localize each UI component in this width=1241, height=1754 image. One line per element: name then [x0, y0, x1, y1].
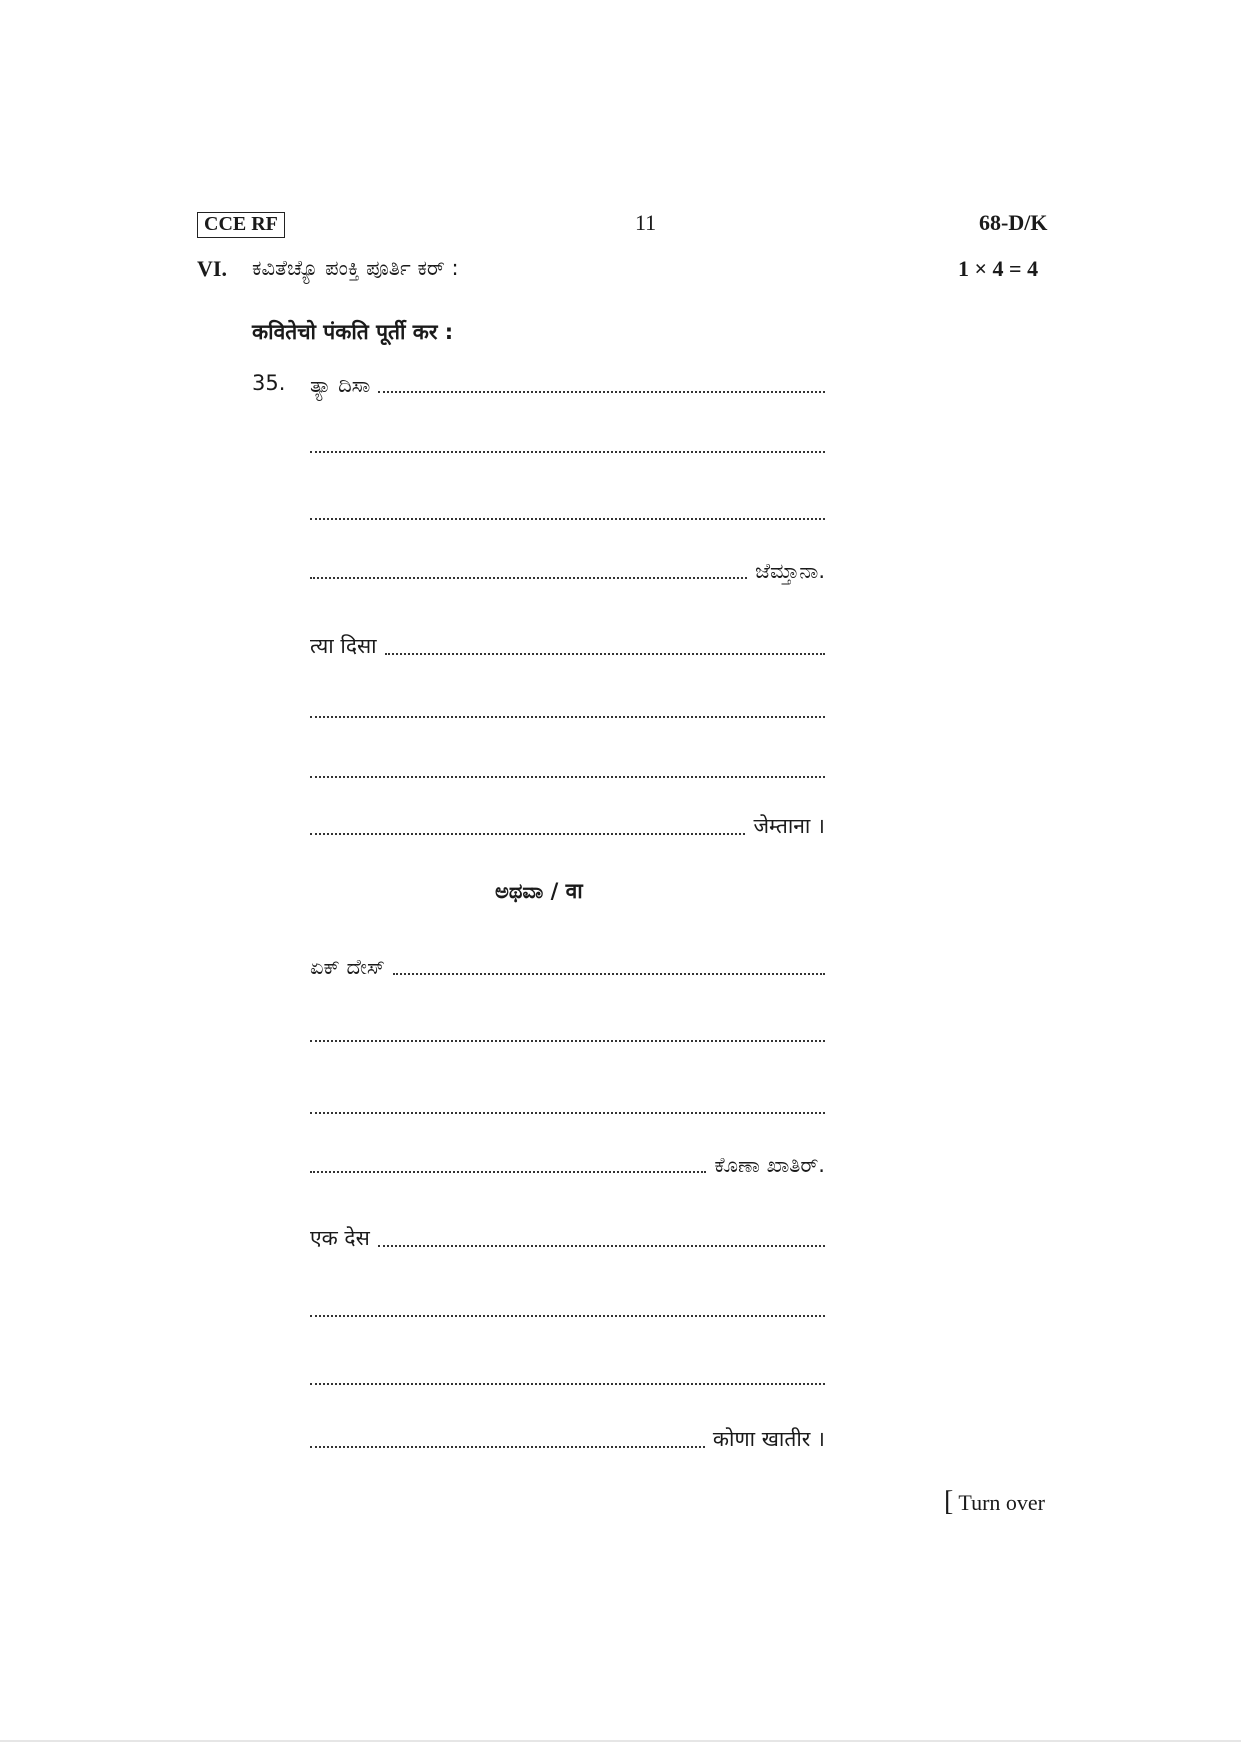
- turn-over-text: Turn over: [958, 1490, 1046, 1515]
- turn-over: [944, 1486, 1045, 1518]
- page-bottom-edge: [0, 1740, 1241, 1742]
- answer-line[interactable]: [310, 554, 825, 584]
- page-number: 11: [635, 210, 657, 235]
- dotted-line: [378, 1244, 825, 1247]
- line-suffix: ಜೆಮ್ತಾನಾ.: [755, 559, 825, 583]
- answer-line[interactable]: [310, 1423, 825, 1453]
- line-suffix: ಕೊಣಾ ಖಾತಿರ್.: [714, 1153, 825, 1177]
- answer-line[interactable]: [310, 1017, 825, 1047]
- answer-line[interactable]: [310, 368, 825, 398]
- dotted-line: [310, 1314, 825, 1317]
- line-prefix: ಏಕ್ ದೇಸ್: [310, 955, 385, 979]
- answer-line[interactable]: [310, 495, 825, 525]
- section-title-kannada: ಕವಿತೆಚ್ಯೊ ಪಂಕ್ತಿ ಪೂರ್ತಿ ಕರ್ :: [252, 256, 459, 280]
- answer-line[interactable]: [310, 693, 825, 723]
- line-suffix: कोणा खातीर ।: [712, 1427, 825, 1451]
- line-prefix: ತ್ಯಾ ದಿಸಾ: [310, 373, 371, 397]
- line-prefix: एक देस: [310, 1226, 370, 1250]
- dotted-line: [378, 390, 825, 393]
- line-prefix: त्या दिसा: [310, 634, 377, 658]
- dotted-line: [310, 1445, 705, 1448]
- answer-line[interactable]: [310, 630, 825, 660]
- paper-code: 68-D/K: [979, 210, 1048, 235]
- turn-over-bracket: [: [944, 1486, 954, 1517]
- dotted-line: [310, 576, 747, 579]
- dotted-line: [393, 972, 825, 975]
- dotted-line: [310, 775, 825, 778]
- dotted-line: [385, 652, 825, 655]
- dotted-line: [310, 1382, 825, 1385]
- answer-line[interactable]: [310, 1292, 825, 1322]
- section-title-devanagari: कवितेचो पंकति पूर्ती कर :: [252, 320, 454, 344]
- answer-line[interactable]: [310, 1222, 825, 1252]
- section-marks: 1 × 4 = 4: [958, 256, 1039, 281]
- dotted-line: [310, 832, 745, 835]
- section-number: VI.: [197, 256, 227, 281]
- exam-code-box: CCE RF: [197, 212, 285, 238]
- dotted-line: [310, 715, 825, 718]
- line-suffix: जेम्ताना ।: [753, 814, 825, 838]
- dotted-line: [310, 1111, 825, 1114]
- answer-line[interactable]: [310, 950, 825, 980]
- answer-line[interactable]: [310, 1148, 825, 1178]
- dotted-line: [310, 1170, 706, 1173]
- answer-line[interactable]: [310, 753, 825, 783]
- or-label: ಅಥವಾ / वा: [495, 879, 583, 903]
- answer-line[interactable]: [310, 1360, 825, 1390]
- answer-line[interactable]: [310, 810, 825, 840]
- answer-line[interactable]: [310, 428, 825, 458]
- answer-line[interactable]: [310, 1089, 825, 1119]
- dotted-line: [310, 1039, 825, 1042]
- dotted-line: [310, 450, 825, 453]
- dotted-line: [310, 517, 825, 520]
- question-number: 35.: [252, 371, 286, 395]
